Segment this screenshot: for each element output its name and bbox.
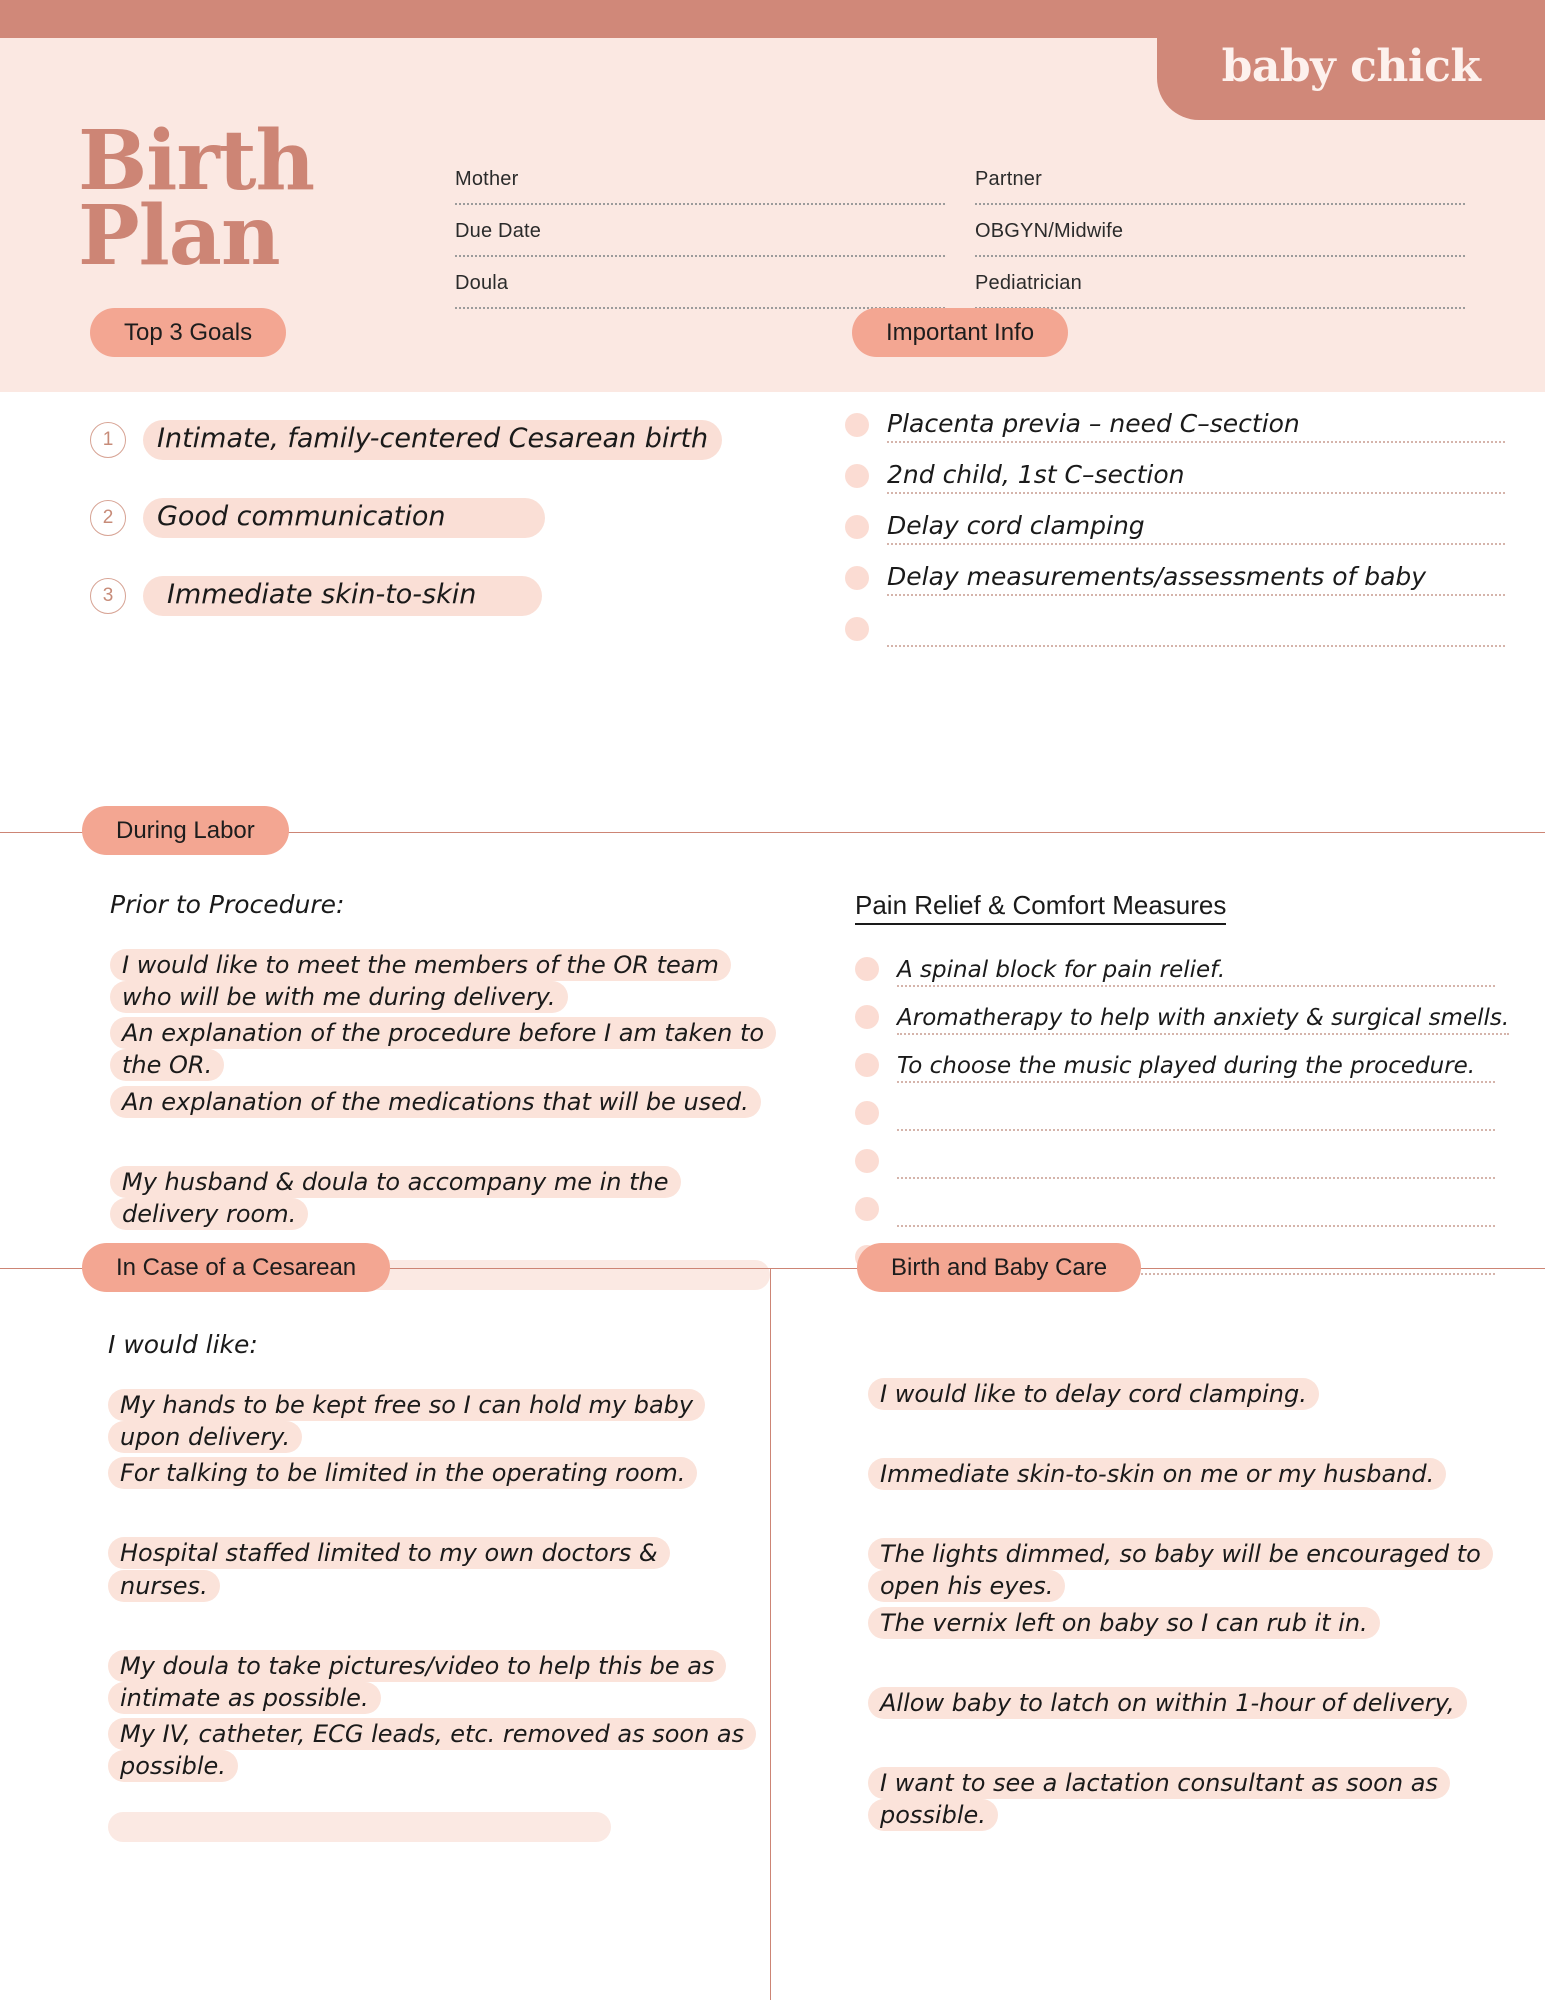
bullet-dot-icon [845, 566, 869, 590]
cesarean-item-text: My IV, catheter, ECG leads, etc. removed as soon as possible. [108, 1718, 756, 1782]
baby-care-item-text: The vernix left on baby so I can rub it in. [868, 1607, 1380, 1639]
baby-care-item-text: Immediate skin-to-skin on me or my husband. [868, 1458, 1446, 1490]
bullet-dot-icon [855, 1053, 879, 1077]
cesarean-item-text: My hands to be kept free so I can hold my baby upon delivery. [108, 1389, 705, 1453]
field-write-line[interactable] [975, 255, 1465, 257]
important-info-list [845, 392, 1505, 647]
pain-relief-text: A spinal block for pain relief. [897, 957, 1226, 983]
goal-item[interactable] [90, 566, 740, 626]
info-item[interactable] [845, 392, 1505, 443]
pain-relief-write-line[interactable] [897, 1005, 1509, 1035]
info-text: 2nd child, 1st C–section [887, 460, 1185, 490]
pain-relief-item[interactable] [855, 1179, 1495, 1227]
baby-care-item[interactable] [868, 1378, 1508, 1410]
cesarean-spacer [108, 1786, 753, 1812]
pain-relief-text: Aromatherapy to help with anxiety & surgical smells. [897, 1005, 1510, 1031]
goal-item[interactable] [90, 410, 740, 470]
info-item[interactable] [845, 596, 1505, 647]
info-write-line[interactable] [887, 563, 1505, 596]
baby-care-item-text: Allow baby to latch on within 1-hour of delivery, [868, 1687, 1467, 1719]
goals-list [90, 410, 740, 644]
goal-number: 1 [90, 422, 126, 458]
field-label: Mother [455, 168, 519, 190]
pain-relief-column [855, 890, 1510, 1275]
header-fields [455, 168, 1465, 309]
baby-care-heading-wrap [857, 1243, 1141, 1292]
info-item[interactable] [845, 443, 1505, 494]
field-due-date[interactable] [455, 220, 945, 257]
pain-relief-write-line[interactable] [897, 1175, 1495, 1179]
page-title-line-2: Plan [78, 188, 280, 285]
field-label: Due Date [455, 220, 542, 242]
info-text: Delay measurements/assessments of baby [887, 562, 1427, 592]
goal-item[interactable] [90, 488, 740, 548]
cesarean-spacer [108, 1606, 753, 1650]
bullet-dot-icon [855, 957, 879, 981]
pain-relief-item[interactable] [855, 1131, 1495, 1179]
during-labor-left-column [110, 890, 770, 1290]
info-write-line[interactable] [887, 512, 1505, 545]
brand-logo-text: baby chick [1221, 40, 1481, 92]
cesarean-item[interactable] [108, 1537, 753, 1601]
labor-heading-wrap [82, 806, 289, 855]
info-heading-wrap [852, 308, 1068, 357]
heading-pain-relief-comfort-measures: Pain Relief & Comfort Measures [855, 890, 1226, 925]
baby-care-spacer [868, 1723, 1508, 1767]
cesarean-item[interactable] [108, 1718, 753, 1782]
field-label: Partner [975, 168, 1042, 190]
baby-care-item[interactable] [868, 1538, 1508, 1602]
info-item[interactable] [845, 494, 1505, 545]
labor-item[interactable] [110, 949, 770, 1013]
info-item[interactable] [845, 545, 1505, 596]
brand-logo-badge [1157, 0, 1545, 120]
heading-during-labor: During Labor [82, 806, 289, 855]
info-write-line[interactable] [887, 410, 1505, 443]
heading-birth-and-baby-care: Birth and Baby Care [857, 1243, 1141, 1292]
bullet-dot-icon [845, 464, 869, 488]
page-title [78, 113, 378, 285]
info-text: Delay cord clamping [887, 511, 1145, 541]
divider-bottom-vertical [770, 1268, 771, 2000]
goal-number: 3 [90, 578, 126, 614]
baby-care-spacer [868, 1494, 1508, 1538]
section-goals-and-info [0, 318, 1545, 832]
pain-relief-item[interactable] [855, 939, 1495, 987]
cesarean-subheading: I would like: [108, 1330, 258, 1359]
labor-item[interactable] [110, 1086, 770, 1118]
labor-item-text: An explanation of the medications that will be used. [110, 1086, 761, 1118]
pain-relief-write-line[interactable] [897, 1053, 1495, 1083]
pain-relief-write-line[interactable] [897, 1223, 1495, 1227]
goal-number: 2 [90, 500, 126, 536]
goal-text[interactable]: Good communication [143, 498, 545, 538]
baby-care-item-text: I want to see a lactation consultant as soon as possible. [868, 1767, 1450, 1831]
cesarean-item-text: My doula to take pictures/video to help this be as intimate as possible. [108, 1650, 726, 1714]
goal-text[interactable]: Immediate skin-to-skin [143, 576, 542, 616]
cesarean-blank-entry[interactable] [108, 1812, 611, 1842]
heading-top-3-goals: Top 3 Goals [90, 308, 286, 357]
baby-care-item[interactable] [868, 1687, 1508, 1719]
labor-item-text: An explanation of the procedure before I am taken to the OR. [110, 1017, 776, 1081]
pain-relief-item[interactable] [855, 987, 1510, 1035]
bullet-dot-icon [855, 1101, 879, 1125]
cesarean-column [108, 1330, 753, 1842]
heading-in-case-of-a-cesarean: In Case of a Cesarean [82, 1243, 390, 1292]
labor-item-text: My husband & doula to accompany me in the delivery room. [110, 1166, 681, 1230]
labor-item[interactable] [110, 1017, 770, 1081]
baby-care-spacer [868, 1643, 1508, 1687]
goals-heading-wrap [90, 308, 286, 357]
cesarean-item[interactable] [108, 1457, 753, 1489]
pain-relief-write-line[interactable] [897, 957, 1495, 987]
bullet-dot-icon [845, 617, 869, 641]
baby-care-item-text: I would like to delay cord clamping. [868, 1378, 1319, 1410]
labor-spacer [110, 1122, 770, 1166]
info-text: Placenta previa – need C–section [887, 409, 1300, 439]
baby-care-item[interactable] [868, 1767, 1508, 1831]
field-label: OBGYN/Midwife [975, 220, 1124, 242]
bullet-dot-icon [855, 1005, 879, 1029]
field-doula[interactable] [455, 272, 945, 309]
baby-care-item-text: The lights dimmed, so baby will be encouraged to open his eyes. [868, 1538, 1493, 1602]
pain-relief-write-line[interactable] [897, 1127, 1495, 1131]
bullet-dot-icon [855, 1197, 879, 1221]
field-mother[interactable] [455, 168, 945, 205]
baby-care-column [868, 1378, 1508, 1835]
field-write-line[interactable] [975, 203, 1465, 205]
info-write-line[interactable] [887, 461, 1505, 494]
field-partner[interactable] [975, 168, 1465, 205]
bullet-dot-icon [845, 413, 869, 437]
page-title-line-1: Birth [78, 113, 315, 209]
field-label: Pediatrician [975, 272, 1082, 294]
baby-care-item[interactable] [868, 1607, 1508, 1639]
bullet-dot-icon [845, 515, 869, 539]
baby-care-item[interactable] [868, 1458, 1508, 1490]
baby-care-spacer [868, 1414, 1508, 1458]
cesarean-item[interactable] [108, 1389, 753, 1453]
pain-relief-item[interactable] [855, 1083, 1495, 1131]
bullet-dot-icon [855, 1149, 879, 1173]
heading-important-info: Important Info [852, 308, 1068, 357]
field-label: Doula [455, 272, 509, 294]
field-obgyn-midwife[interactable] [975, 220, 1465, 257]
pain-relief-text: To choose the music played during the procedure. [897, 1053, 1476, 1079]
field-pediatrician[interactable] [975, 272, 1465, 309]
cesarean-item-text: For talking to be limited in the operating room. [108, 1457, 697, 1489]
labor-item[interactable] [110, 1166, 770, 1230]
cesarean-item[interactable] [108, 1650, 753, 1714]
labor-subheading: Prior to Procedure: [110, 890, 345, 919]
field-write-line[interactable] [455, 203, 945, 205]
goal-text[interactable]: Intimate, family-centered Cesarean birth [143, 420, 722, 460]
cesarean-heading-wrap [82, 1243, 390, 1292]
info-write-line[interactable] [887, 643, 1505, 647]
pain-relief-item[interactable] [855, 1035, 1495, 1083]
cesarean-spacer [108, 1493, 753, 1537]
field-write-line[interactable] [455, 255, 945, 257]
cesarean-item-text: Hospital staffed limited to my own doctors & nurses. [108, 1537, 670, 1601]
labor-item-text: I would like to meet the members of the OR team who will be with me during delivery. [110, 949, 731, 1013]
